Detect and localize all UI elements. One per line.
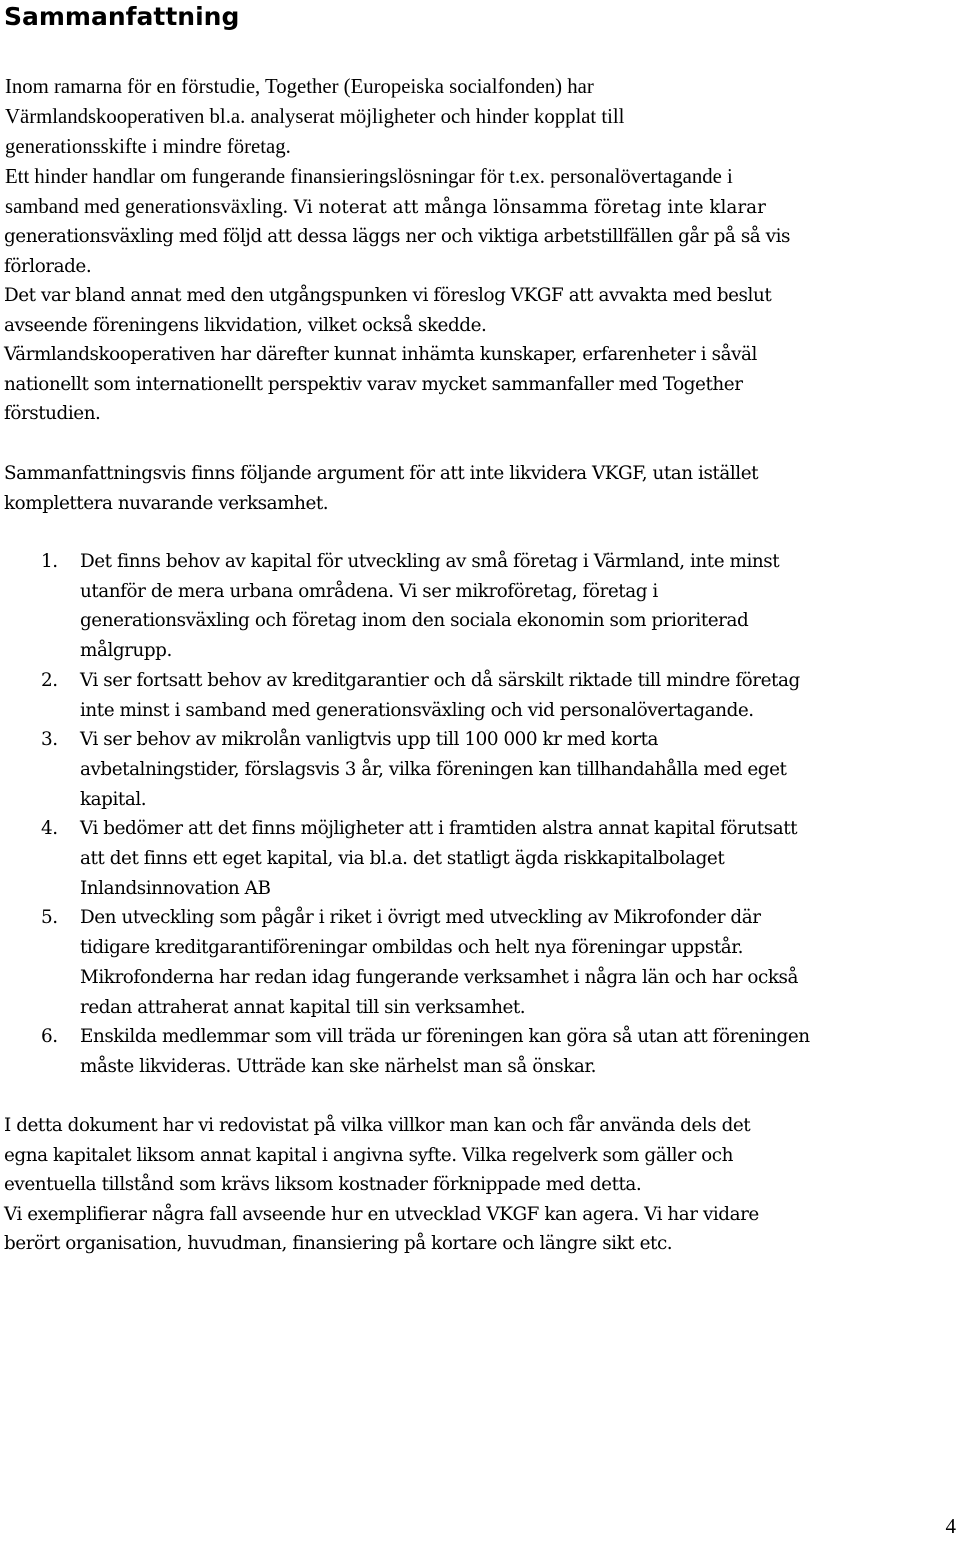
list-item <box>0 814 960 903</box>
text-line: Inom ramarna för en förstudie, Together (Europeiska socialfonden) har <box>5 76 594 98</box>
text-line: Vi bedömer att det finns möjligheter att i framtiden alstra annat kapital förutsatt <box>80 818 798 840</box>
list-number: 1. <box>41 551 58 572</box>
list-number: 2. <box>41 669 58 691</box>
summary-intro-paragraph <box>4 459 960 518</box>
text-line: tidigare kreditgarantiföreningar ombildas och helt nya föreningar uppstår. <box>80 937 743 959</box>
text-line: generationsväxling med följd att dessa läggs ner och viktiga arbetstillfällen går på så vis <box>4 226 790 247</box>
text-line: Värmlandskooperativen bl.a. analyserat möjligheter och hinder kopplat till <box>5 106 625 128</box>
list-item <box>0 725 960 814</box>
text-line: berört organisation, huvudman, finansiering på kortare och längre sikt etc. <box>4 1233 673 1254</box>
text-line: I detta dokument har vi redovistat på vilka villkor man kan och får använda dels det <box>4 1115 751 1136</box>
text-line: Inlandsinnovation AB <box>80 877 271 899</box>
text-fragment-body: Vi noterat att många lönsamma företag inte klarar <box>287 197 766 218</box>
closing-paragraph <box>4 1111 960 1259</box>
text-line: inte minst i samband med generationsväxling och vid personalövertagande. <box>80 699 754 721</box>
text-line: Det var bland annat med den utgångspunken vi föreslog VKGF att avvakta med beslut <box>4 285 772 306</box>
list-item <box>0 547 960 666</box>
text-line: eventuella tillstånd som krävs liksom kostnader förknippade med detta. <box>4 1174 642 1195</box>
list-number: 5. <box>41 907 58 929</box>
text-line: redan attraherat annat kapital till sin verksamhet. <box>80 996 526 1018</box>
list-item <box>0 903 960 1022</box>
text-line-mixed <box>5 192 960 223</box>
text-line: nationellt som internationellt perspektiv varav mycket sammanfaller med Together <box>4 373 743 395</box>
page-number: 4 <box>945 1514 956 1538</box>
text-line: kapital. <box>80 788 147 810</box>
text-line: avseende föreningens likvidation, vilket också skedde. <box>4 314 487 336</box>
list-number: 6. <box>41 1026 58 1048</box>
text-line: utanför de mera urbana områdena. Vi ser mikroföretag, företag i <box>80 580 658 602</box>
list-item <box>0 1022 960 1081</box>
page-title: Sammanfattning <box>4 2 240 31</box>
text-line: Det finns behov av kapital för utveckling av små företag i Värmland, inte minst <box>80 551 780 572</box>
text-line: målgrupp. <box>80 640 172 662</box>
text-line: Den utveckling som pågår i riket i övrigt med utveckling av Mikrofonder där <box>80 907 761 929</box>
text-line: måste likvideras. Utträde kan ske närhelst man så önskar. <box>80 1055 597 1077</box>
intro-paragraph <box>5 72 960 223</box>
text-line: Enskilda medlemmar som vill träda ur föreningen kan göra så utan att föreningen <box>80 1026 810 1048</box>
text-line: Mikrofonderna har redan idag fungerande verksamhet i några län och har också <box>80 966 798 988</box>
list-item <box>0 666 960 725</box>
list-number: 4. <box>41 818 58 840</box>
text-line: Vi ser behov av mikrolån vanligtvis upp till 100 000 kr med korta <box>80 729 659 751</box>
text-line: avbetalningstider, förslagsvis 3 år, vilka föreningen kan tillhandahålla med eget <box>80 758 787 780</box>
text-line: komplettera nuvarande verksamhet. <box>4 492 329 514</box>
text-line: Värmlandskooperativen har därefter kunnat inhämta kunskaper, erfarenheter i såväl <box>4 344 757 365</box>
text-line: Vi exemplifierar några fall avseende hur en utvecklad VKGF kan agera. Vi har vidare <box>4 1203 759 1225</box>
text-line: Sammanfattningsvis finns följande argument för att inte likvidera VKGF, utan istället <box>4 463 759 484</box>
background-paragraph <box>4 222 960 429</box>
text-line: Ett hinder handlar om fungerande finansieringslösningar för t.ex. personalövertagande i <box>5 166 733 188</box>
text-line: Vi ser fortsatt behov av kreditgarantier och då särskilt riktade till mindre företag <box>80 669 800 691</box>
text-line: att det finns ett eget kapital, via bl.a. det statligt ägda riskkapitalbolaget <box>80 848 725 870</box>
text-line: egna kapitalet liksom annat kapital i angivna syfte. Vilka regelverk som gäller och <box>4 1144 733 1166</box>
text-line: generationsskifte i mindre företag. <box>5 136 291 158</box>
argument-list <box>0 547 960 1082</box>
list-number: 3. <box>41 729 58 751</box>
text-line: förstudien. <box>4 403 101 424</box>
text-fragment-serif: samband med generationsväxling. <box>5 196 288 218</box>
text-line: generationsväxling och företag inom den sociala ekonomin som prioriterad <box>80 610 749 632</box>
text-line: förlorade. <box>4 255 92 277</box>
